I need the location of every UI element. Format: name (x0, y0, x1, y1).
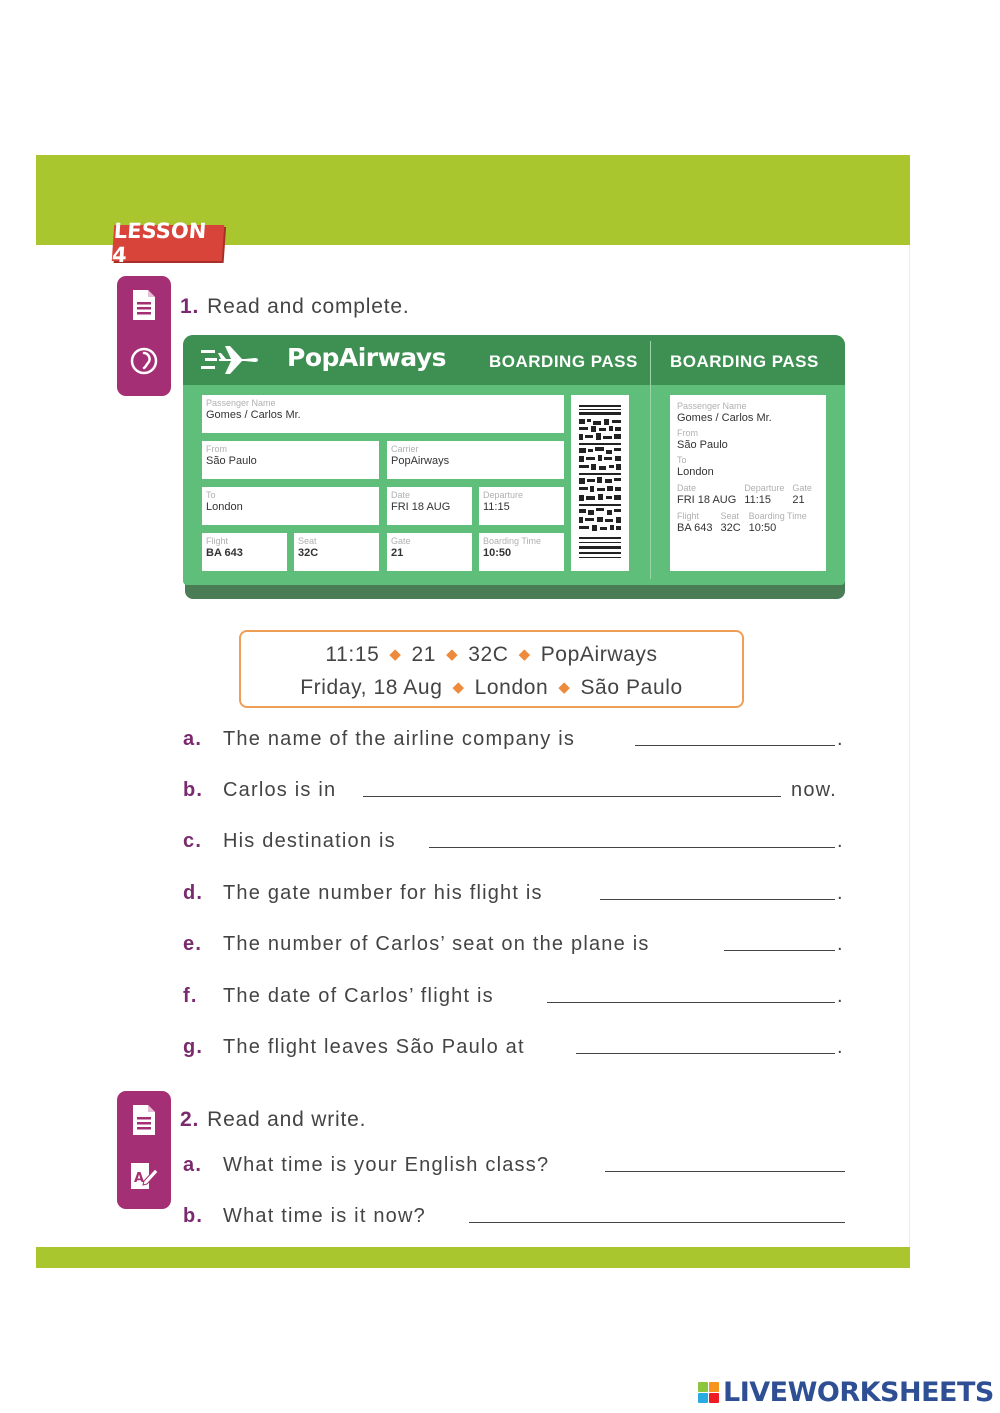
question-text: What time is your English class? (223, 1154, 550, 1176)
question-letter: a. (183, 728, 203, 750)
question-letter: c. (183, 830, 203, 852)
field-value: 11:15 (483, 501, 510, 513)
answer-blank-d[interactable] (600, 899, 835, 900)
stub-departure-label: Departure (744, 483, 785, 493)
stub-seat-label: Seat (720, 511, 739, 521)
answer-blank-c[interactable] (429, 847, 835, 848)
exercise1-heading (180, 295, 409, 319)
field-label: Departure (483, 490, 524, 500)
question-letter: b. (183, 779, 204, 801)
word-bank-item: Friday, 18 Aug (300, 676, 443, 699)
field-value: London (206, 501, 243, 513)
stub-gate-value: 21 (792, 494, 805, 506)
field-label: Gate (391, 536, 411, 546)
liveworksheets-watermark (698, 1377, 994, 1408)
question-c (183, 830, 396, 853)
stub-flight-label: Flight (677, 511, 700, 521)
question-end: . (837, 830, 844, 852)
question-text: The number of Carlos’ seat on the plane is (223, 933, 650, 955)
field-label: Seat (298, 536, 317, 546)
writing-icon (128, 1157, 160, 1195)
answer-blank-2b[interactable] (469, 1222, 845, 1223)
departure-field (479, 487, 564, 525)
gate-field (387, 533, 472, 571)
question-f (183, 985, 494, 1008)
field-label: Carrier (391, 444, 419, 454)
exercise1-number: 1. (180, 295, 200, 318)
field-value: PopAirways (391, 455, 450, 467)
lesson-tag: LESSON 4 (112, 225, 225, 261)
exercise1-title: Read and complete. (207, 295, 410, 318)
question-letter: d. (183, 882, 204, 904)
question2-a (183, 1154, 549, 1177)
to-field (202, 487, 379, 525)
field-value: Gomes / Carlos Mr. (206, 409, 301, 421)
listening-icon (128, 342, 160, 380)
exercise1-icon-strip (117, 276, 171, 396)
exercise2-heading (180, 1108, 366, 1132)
exercise2-icon-strip (117, 1091, 171, 1209)
liveworksheets-logo-icon (698, 1382, 719, 1403)
question-letter: f. (183, 985, 198, 1007)
stub-boarding-value: 10:50 (748, 522, 777, 534)
exercise2-number: 2. (180, 1108, 200, 1131)
word-bank-item: 11:15 (325, 643, 380, 666)
stub-flight-value: BA 643 (677, 522, 713, 534)
question-text: The gate number for his flight is (223, 882, 543, 904)
boarding-pass (183, 335, 845, 600)
question-text: What time is it now? (223, 1205, 426, 1227)
word-bank (239, 630, 744, 708)
stub-from-label: From (677, 428, 698, 438)
answer-blank-a[interactable] (635, 745, 835, 746)
question-text: The date of Carlos’ flight is (223, 985, 494, 1007)
stub-boarding (749, 511, 807, 535)
stub-date-label: Date (677, 483, 697, 493)
stub-flight (677, 511, 712, 535)
question-text: The name of the airline company is (223, 728, 576, 750)
flight-field (202, 533, 287, 571)
bullet-icon: ◆ (518, 646, 531, 663)
question-end: now. (791, 779, 837, 801)
liveworksheets-text: LIVEWORKSHEETS (723, 1377, 994, 1408)
field-value: FRI 18 AUG (391, 501, 451, 513)
answer-blank-2a[interactable] (605, 1171, 845, 1172)
boarding-time-field (479, 533, 564, 571)
question-end: . (837, 933, 844, 955)
word-bank-item: 32C (468, 643, 509, 666)
word-bank-item: London (474, 676, 549, 699)
question2-b (183, 1205, 426, 1228)
question-text: Carlos is in (223, 779, 337, 801)
question-letter: g. (183, 1036, 204, 1058)
stub-gate (792, 483, 812, 507)
word-bank-item: PopAirways (540, 643, 658, 666)
exercise2-title: Read and write. (207, 1108, 367, 1131)
date-field (387, 487, 472, 525)
question-text: The flight leaves São Paulo at (223, 1036, 525, 1058)
question-letter: b. (183, 1205, 204, 1227)
question-e (183, 933, 650, 956)
bullet-icon: ◆ (452, 679, 465, 696)
question-letter: e. (183, 933, 203, 955)
boarding-pass-label: BOARDING PASS (489, 352, 638, 371)
field-value: São Paulo (206, 455, 257, 467)
word-bank-row-2 (241, 672, 742, 705)
field-label: To (206, 490, 216, 500)
question-end: . (837, 985, 844, 1007)
stub-departure (744, 483, 784, 507)
word-bank-item: São Paulo (580, 676, 683, 699)
question-end: . (837, 728, 844, 750)
document-icon (128, 286, 160, 324)
answer-blank-g[interactable] (576, 1053, 835, 1054)
stub-seat (720, 511, 740, 535)
bullet-icon: ◆ (446, 646, 459, 663)
from-field (202, 441, 379, 479)
airplane-icon (201, 344, 263, 381)
boarding-pass-stub-label: BOARDING PASS (670, 352, 819, 371)
question-text: His destination is (223, 830, 396, 852)
bottom-band (36, 1247, 910, 1268)
stub-gate-label: Gate (792, 483, 812, 493)
stub-date-row (677, 483, 819, 507)
stub-date (677, 483, 736, 507)
field-label: Date (391, 490, 411, 500)
field-label: Flight (206, 536, 229, 546)
question-end: . (837, 882, 844, 904)
question-d (183, 882, 543, 905)
ticket-body (183, 335, 845, 585)
stub-flight-row (677, 511, 819, 535)
word-bank-row-1 (241, 639, 742, 672)
question-b (183, 779, 336, 802)
bullet-icon: ◆ (389, 646, 402, 663)
carrier-field (387, 441, 564, 479)
answer-blank-b[interactable] (363, 796, 781, 797)
stub-to-value: London (677, 466, 714, 478)
question-end: . (837, 1036, 844, 1058)
stub-boarding-label: Boarding Time (748, 511, 807, 521)
seat-field (294, 533, 379, 571)
question-g (183, 1036, 525, 1059)
document-icon (128, 1101, 160, 1139)
answer-blank-f[interactable] (547, 1002, 835, 1003)
question-letter: a. (183, 1154, 203, 1176)
field-label: Boarding Time (483, 536, 542, 546)
worksheet-page (36, 155, 910, 1268)
barcode-icon (571, 395, 629, 571)
word-bank-item: 21 (411, 643, 437, 666)
field-value: 10:50 (483, 547, 512, 559)
stub-date-value: FRI 18 AUG (677, 494, 737, 506)
svg-text:A: A (134, 1171, 145, 1186)
question-a (183, 728, 575, 751)
field-label: From (206, 444, 227, 454)
stub-from-value: São Paulo (677, 439, 728, 451)
boarding-pass-stub (670, 395, 826, 571)
stub-passenger-label: Passenger Name (677, 401, 747, 411)
answer-blank-e[interactable] (724, 950, 835, 951)
field-label: Passenger Name (206, 398, 276, 408)
airline-brand: PopAirways (287, 343, 447, 372)
stub-seat-value: 32C (720, 522, 741, 534)
stub-passenger-value: Gomes / Carlos Mr. (677, 412, 772, 424)
field-value: 32C (298, 547, 319, 559)
field-value: BA 643 (206, 547, 243, 559)
passenger-field (202, 395, 564, 433)
bullet-icon: ◆ (558, 679, 571, 696)
field-value: 21 (391, 547, 404, 559)
ticket-perforation (650, 341, 651, 579)
stub-to-label: To (677, 455, 687, 465)
stub-departure-value: 11:15 (744, 494, 772, 506)
